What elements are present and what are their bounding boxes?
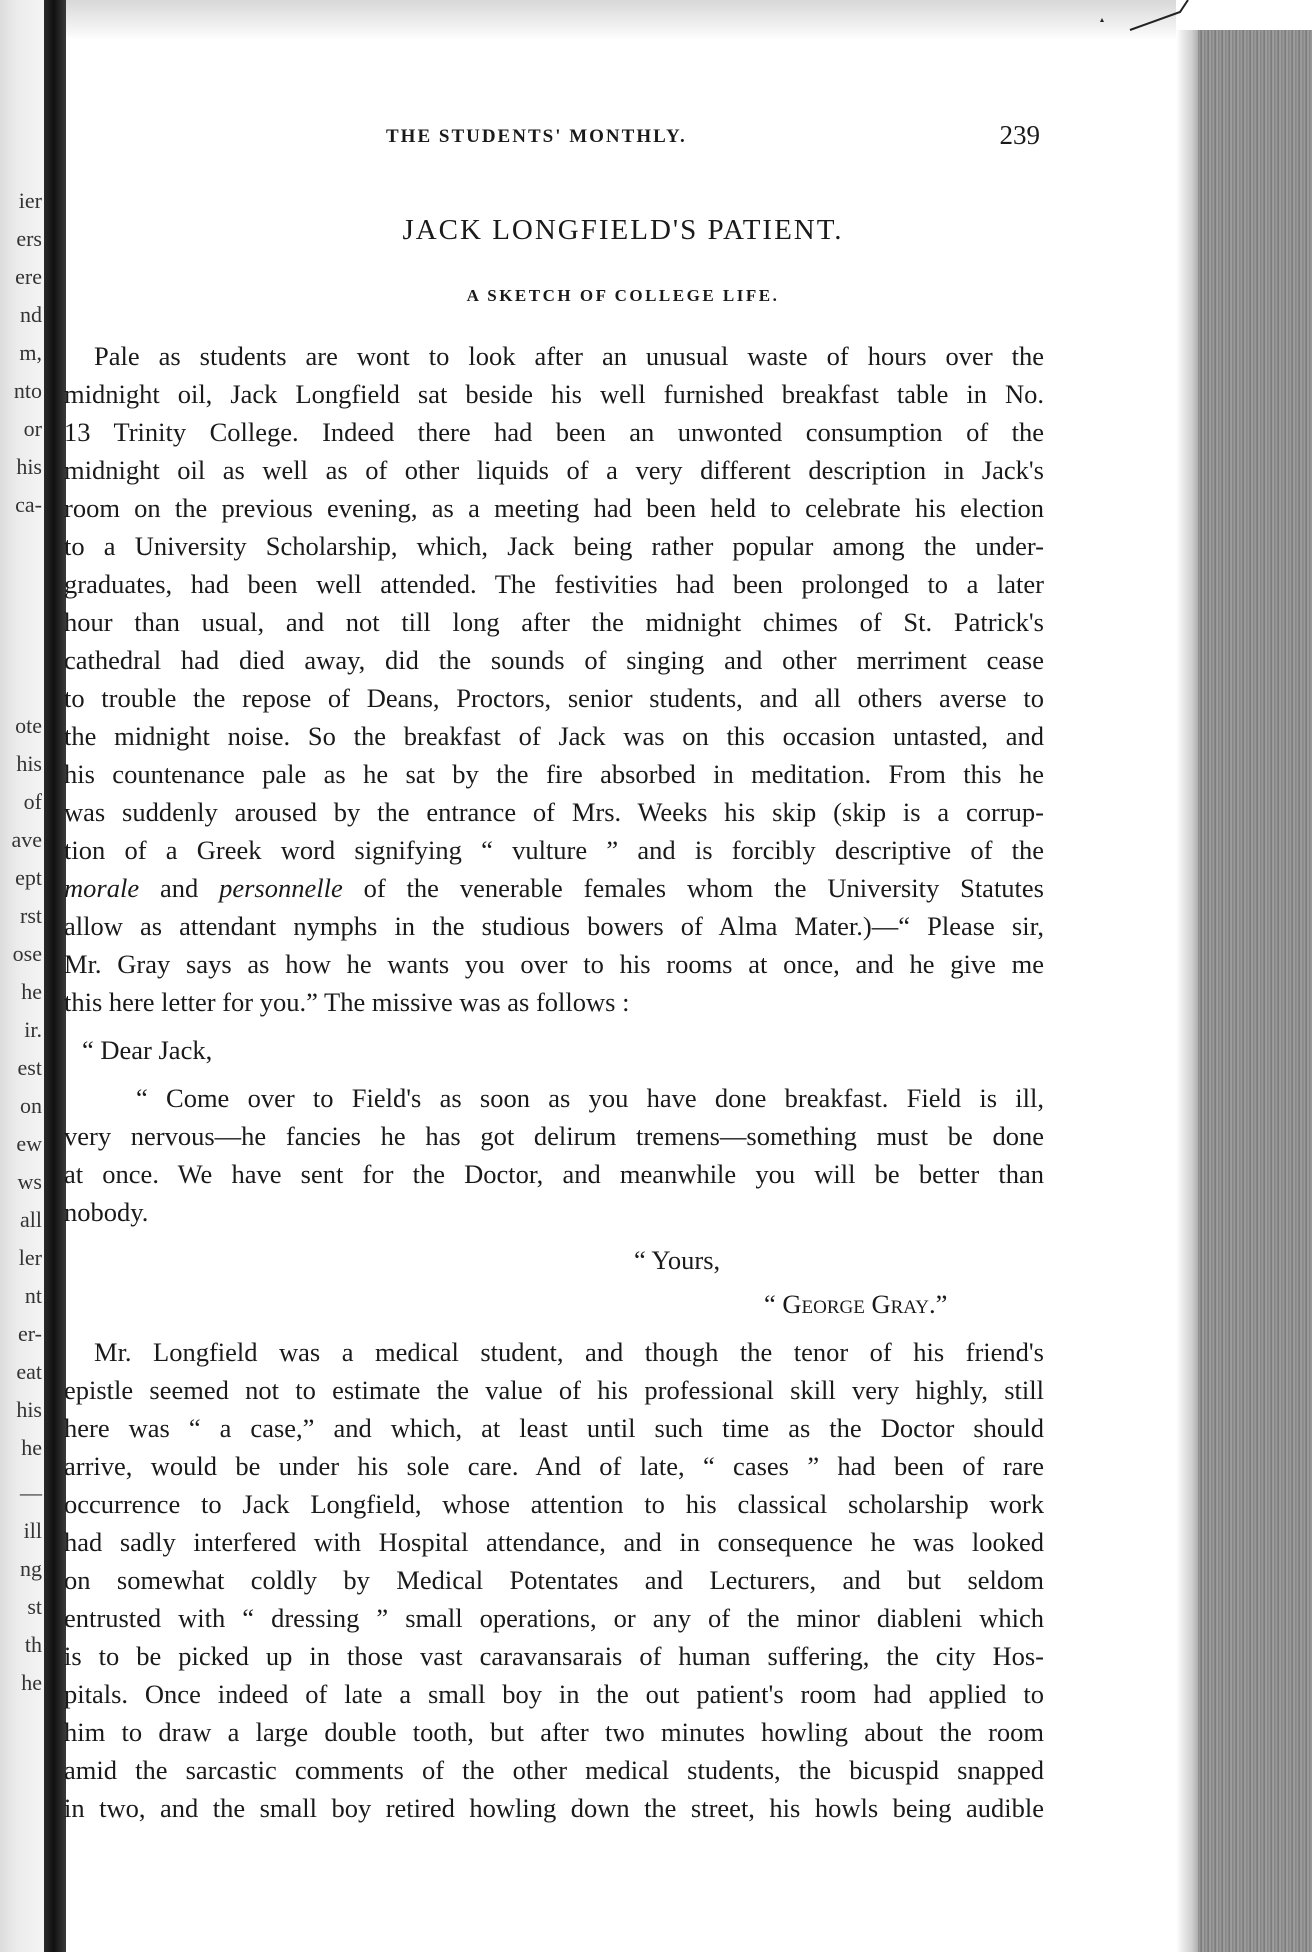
text-line: Mr. Longfield was a medical student, and though the tenor of his friend's	[94, 1337, 1044, 1367]
adjacent-page-fragment: his	[16, 751, 42, 776]
adjacent-page-fragment: ew	[16, 1131, 42, 1156]
text-line: pitals. Once indeed of late a small boy in the out patient's room had applied to	[64, 1679, 1044, 1709]
text-line: his countenance pale as he sat by the fire absorbed in meditation. From this he	[64, 759, 1044, 789]
text-line: allow as attendant nymphs in the studious bowers of Alma Mater.)—“ Please sir,	[64, 911, 1044, 941]
page-top-shadow	[66, 0, 1176, 40]
adjacent-page-fragment: he	[21, 1435, 42, 1460]
adjacent-page-fragment: eat	[16, 1359, 42, 1384]
adjacent-page-fragment: ir.	[24, 1017, 42, 1042]
text-line: occurrence to Jack Longfield, whose attention to his classical scholarship work	[64, 1489, 1044, 1519]
text-line: epistle seemed not to estimate the value of his professional skill very highly, still	[64, 1375, 1044, 1405]
letter-line: nobody.	[64, 1197, 149, 1227]
adjacent-page-fragment: ote	[15, 713, 42, 738]
text-line: to a University Scholarship, which, Jack being rather popular among the under-	[64, 531, 1044, 561]
text-line: had sadly interfered with Hospital attendance, and in consequence he was looked	[64, 1527, 1044, 1557]
text-line: to trouble the repose of Deans, Proctors, senior students, and all others averse to	[64, 683, 1044, 713]
text-line: entrusted with “ dressing ” small operations, or any of the minor diableni which	[64, 1603, 1044, 1633]
adjacent-page-fragment: nt	[24, 1283, 42, 1308]
adjacent-page-fragment: ept	[15, 865, 42, 890]
adjacent-page-fragment: th	[24, 1632, 42, 1657]
corner-scan-mark	[1080, 0, 1190, 38]
text-line: midnight oil as well as of other liquids of a very different description in Jack's	[64, 455, 1044, 485]
text-line: him to draw a large double tooth, but after two minutes howling about the room	[64, 1717, 1044, 1747]
adjacent-page-fragment: ill	[23, 1518, 42, 1543]
adjacent-page-fragment: on	[20, 1093, 42, 1118]
text-line: room on the previous evening, as a meeting had been held to celebrate his election	[64, 493, 1044, 523]
adjacent-page-fragment: or	[23, 416, 42, 441]
adjacent-page-fragment: ng	[20, 1556, 42, 1581]
adjacent-page-fragment: st	[27, 1594, 42, 1619]
book-page-edges	[1198, 30, 1312, 1952]
adjacent-page-fragment: ere	[15, 264, 42, 289]
adjacent-page-fragment: ler	[18, 1245, 42, 1270]
text-line: this here letter for you.” The missive was as follows :	[64, 987, 630, 1017]
adjacent-page-fragment: m,	[19, 340, 42, 365]
text-line: hour than usual, and not till long after the midnight chimes of St. Patrick's	[64, 607, 1044, 637]
text-line: on somewhat coldly by Medical Potentates and Lecturers, and but seldom	[64, 1565, 1044, 1595]
text-line: amid the sarcastic comments of the other medical students, the bicuspid snapped	[64, 1755, 1044, 1785]
adjacent-page-strip	[0, 0, 44, 1952]
adjacent-page-fragment: his	[16, 1397, 42, 1422]
text-line: Mr. Gray says as how he wants you over to his rooms at once, and he give me	[64, 949, 1044, 979]
text-line: was suddenly aroused by the entrance of Mrs. Weeks his skip (skip is a corrup-	[64, 797, 1044, 827]
letter-line: at once. We have sent for the Doctor, and meanwhile you will be better than	[64, 1159, 1044, 1189]
letter-salutation: “ Dear Jack,	[82, 1035, 213, 1065]
text-line: cathedral had died away, did the sounds of singing and other merriment cease	[64, 645, 1044, 675]
text-line-italic: morale and personnelle of the venerable females whom the University Statutes	[64, 873, 1044, 903]
adjacent-page-fragment: ca-	[15, 492, 42, 517]
adjacent-page-fragment: ose	[12, 941, 42, 966]
letter-closing: “ Yours,	[634, 1245, 721, 1275]
adjacent-page-fragment: —	[20, 1480, 42, 1505]
adjacent-page-fragment: ws	[17, 1169, 42, 1194]
running-title: THE STUDENTS' MONTHLY.	[386, 126, 687, 147]
letter-line: “ Come over to Field's as soon as you have done breakfast. Field is ill,	[136, 1083, 1044, 1113]
article-subtitle: A SKETCH OF COLLEGE LIFE.	[466, 286, 780, 305]
adjacent-page-fragment: nto	[13, 378, 42, 403]
letter-signature: “ George Gray.”	[764, 1289, 948, 1319]
text-line: the midnight noise. So the breakfast of Jack was on this occasion untasted, and	[64, 721, 1044, 751]
adjacent-page-fragment: of	[23, 789, 42, 814]
adjacent-page-fragment: est	[17, 1055, 42, 1080]
adjacent-page-fragment: his	[16, 454, 42, 479]
adjacent-page-fragment: he	[21, 979, 42, 1004]
text-line: tion of a Greek word signifying “ vulture ” and is forcibly descriptive of the	[64, 835, 1044, 865]
text-line: Pale as students are wont to look after an unusual waste of hours over the	[94, 341, 1044, 371]
adjacent-page-fragment: ier	[18, 188, 42, 213]
text-line: here was “ a case,” and which, at least until such time as the Doctor should	[64, 1413, 1044, 1443]
text-line: midnight oil, Jack Longfield sat beside his well furnished breakfast table in No.	[64, 379, 1044, 409]
article-title: JACK LONGFIELD'S PATIENT.	[402, 214, 844, 246]
text-line: graduates, had been well attended. The festivities had been prolonged to a later	[64, 569, 1044, 599]
text-line: arrive, would be under his sole care. And of late, “ cases ” had been of rare	[64, 1451, 1044, 1481]
adjacent-page-fragment: ave	[11, 827, 42, 852]
text-line: in two, and the small boy retired howling down the street, his howls being audible	[64, 1793, 1044, 1823]
adjacent-page-fragment: all	[20, 1207, 42, 1232]
adjacent-page-fragment: ers	[16, 226, 42, 251]
text-line: is to be picked up in those vast caravansarais of human suffering, the city Hos-	[64, 1641, 1044, 1671]
page-number: 239	[999, 120, 1040, 150]
adjacent-page-fragment: rst	[20, 903, 42, 928]
adjacent-page-fragment: er-	[18, 1321, 42, 1346]
book-gutter	[44, 0, 66, 1952]
text-line: 13 Trinity College. Indeed there had been an unwonted consumption of the	[64, 417, 1044, 447]
letter-line: very nervous—he fancies he has got delirum tremens—something must be done	[64, 1121, 1044, 1151]
adjacent-page-fragment: he	[21, 1670, 42, 1695]
page-header	[340, 120, 1040, 156]
adjacent-page-fragment: nd	[20, 302, 42, 327]
